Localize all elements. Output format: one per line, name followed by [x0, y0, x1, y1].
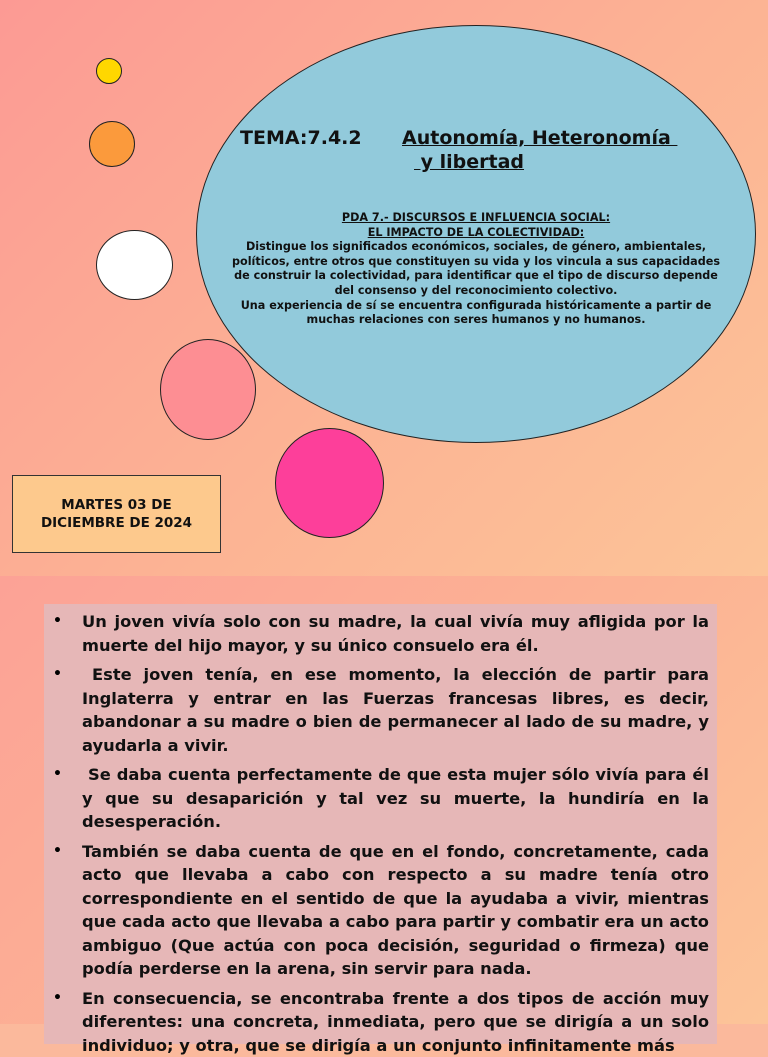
list-item: [52, 610, 709, 657]
list-item-text: En consecuencia, se encontraba frente a dos tipos de acción muy diferentes: una concreta, inmediata, pero que se dirigía a un solo individuo; y otra, que se dirigía a un conjunto infinitamente más: [82, 987, 709, 1057]
magenta-circle: [275, 428, 384, 538]
list-item: [52, 663, 709, 757]
pda-body: Distingue los significados económicos, sociales, de género, ambientales, políticos, entre otros que constituyen su vida y los vincula a sus capacidades de construir la colectividad, para identificar que el tipo de discurso depende del consenso y del reconocimiento colectivo.: [226, 240, 726, 298]
bullet: •: [52, 840, 82, 981]
orange-circle: [89, 121, 135, 167]
yellow-circle: [96, 58, 122, 84]
pda-body-2: Una experiencia de sí se encuentra configurada históricamente a partir de muchas relaciones con seres humanos y no humanos.: [226, 299, 726, 328]
bullet: •: [52, 610, 82, 657]
bullet: •: [52, 763, 82, 834]
bullet: •: [52, 663, 82, 757]
slide-2: [0, 576, 768, 1024]
list-item-text: Este joven tenía, en ese momento, la elección de partir para Inglaterra y entrar en las Fuerzas francesas libres, es decir, abandonar a su madre o bien de permanecer al lado de su madre, y ayudarla a vivir.: [82, 663, 709, 757]
list-item: [52, 763, 709, 834]
topic-title-line2: y libertad: [414, 150, 524, 174]
list-item-text: Un joven vivía solo con su madre, la cual vivía muy afligida por la muerte del hijo mayor, y su único consuelo era él.: [82, 610, 709, 657]
list-item-text: Se daba cuenta perfectamente de que esta mujer sólo vivía para él y que su desaparición y tal vez su muerte, la hundiría en la desesperación.: [82, 763, 709, 834]
pink-circle: [160, 339, 256, 440]
date-text: MARTES 03 DE DICIEMBRE DE 2024: [21, 496, 212, 532]
date-box: [12, 475, 221, 553]
list-item: [52, 987, 709, 1057]
white-circle: [96, 230, 173, 300]
topic-number: TEMA:7.4.2: [240, 126, 362, 150]
bullet: •: [52, 987, 82, 1057]
story-text-box: [44, 604, 717, 1044]
topic-title-line1: Autonomía, Heteronomía: [402, 126, 677, 150]
list-item: [52, 840, 709, 981]
pda-heading: PDA 7.- DISCURSOS E INFLUENCIA SOCIAL:: [226, 211, 726, 226]
pda-subheading: EL IMPACTO DE LA COLECTIVIDAD:: [226, 226, 726, 241]
list-item-text: También se daba cuenta de que en el fondo, concretamente, cada acto que llevaba a cabo con respecto a su madre tenía otro correspondiente en el sentido de que la ayudaba a vivir, mientras que cada acto que llevaba a cabo para partir y combatir era un acto ambiguo (Que actúa con poca decisión, seguridad o firmeza) que podía perderse en la arena, sin servir para nada.: [82, 840, 709, 981]
pda-description: [226, 211, 726, 328]
